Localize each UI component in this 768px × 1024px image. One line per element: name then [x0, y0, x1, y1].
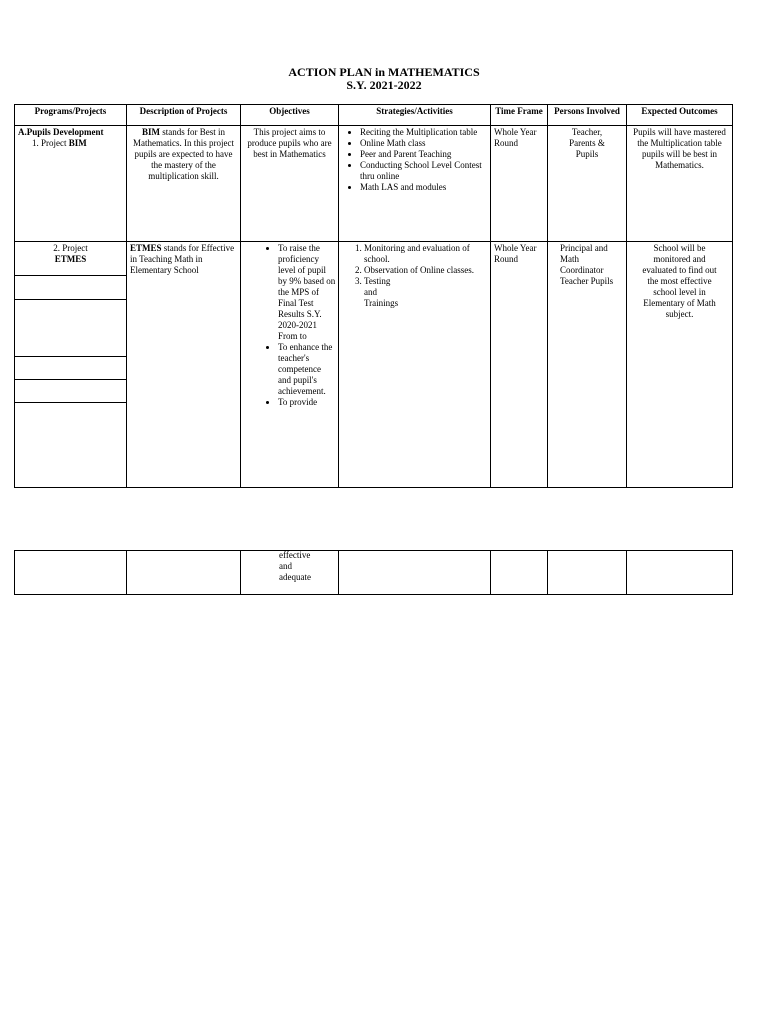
table-header-row [15, 105, 733, 126]
header-description: Description of Projects [127, 105, 241, 126]
list-item: • To raise the proficiency level of pupil by 9% based on the MPS of Final Test Results S.Y. 2020-2021 From to [278, 243, 336, 342]
row2-program-cell [15, 242, 127, 488]
header-outcomes: Expected Outcomes [627, 105, 733, 126]
row1-strategies-list [342, 127, 487, 193]
row2-subcell-divider [15, 402, 126, 403]
cont-time-frame-cell [491, 551, 548, 595]
list-item: • Reciting the Multiplication table [360, 127, 487, 138]
row2-subcell-divider [15, 379, 126, 380]
list-item: 1. Monitoring and evaluation of school. [364, 243, 487, 265]
row1-description-bold: BIM [142, 127, 160, 137]
header-time-frame: Time Frame [491, 105, 548, 126]
row1-program-name: 1. Project BIM [32, 138, 87, 148]
row2-program-name: 2. Project ETMES [53, 243, 88, 264]
row1-time-frame-cell: Whole Year Round [491, 126, 548, 242]
row1-description-cell [127, 126, 241, 242]
row2-persons-cell: Principal and Math Coordinator Teacher Pupils [548, 242, 627, 488]
table-row [15, 242, 733, 488]
list-item: • To provide [278, 397, 336, 408]
header-programs: Programs/Projects [15, 105, 127, 126]
row1-description-text: stands for Best in Mathematics. In this project pupils are expected to have the mastery of the multiplication skill. [133, 127, 234, 181]
row2-subcell-divider [15, 299, 126, 300]
header-objectives: Objectives [241, 105, 339, 126]
row1-persons-cell: Teacher, Parents & Pupils [548, 126, 627, 242]
action-plan-table [14, 104, 733, 488]
row2-time-frame-cell: Whole Year Round [491, 242, 548, 488]
document-title: ACTION PLAN in MATHEMATICS [288, 65, 480, 79]
cont-program-cell [15, 551, 127, 595]
header-persons: Persons Involved [548, 105, 627, 126]
row2-description-text: stands for Effective in Teaching Math in Elementary School [130, 243, 235, 275]
row2-description-cell [127, 242, 241, 488]
list-item: • Peer and Parent Teaching [360, 149, 487, 160]
cont-description-cell [127, 551, 241, 595]
list-item: • Math LAS and modules [360, 182, 487, 193]
cont-persons-cell [548, 551, 627, 595]
row2-objectives-cell [241, 242, 339, 488]
row2-strategies-list [342, 243, 487, 309]
row1-program-heading: A.Pupils Development [18, 127, 104, 137]
continuation-table [14, 550, 733, 595]
table-row [15, 551, 733, 595]
row2-description-bold: ETMES [130, 243, 162, 253]
cont-objectives-cell: effective and adequate [241, 551, 339, 595]
list-item: • To enhance the teacher's competence and pupil's achievement. [278, 342, 336, 397]
row2-subcell-divider [15, 275, 126, 276]
row1-outcomes-cell: Pupils will have mastered the Multiplication table pupils will be best in Mathematics. [627, 126, 733, 242]
row2-strategies-cell [339, 242, 491, 488]
document-subtitle: S.Y. 2021-2022 [346, 78, 422, 92]
list-item: 3. Testing and Trainings [364, 276, 394, 309]
list-item: • Conducting School Level Contest thru online [360, 160, 487, 182]
table-row [15, 126, 733, 242]
cont-strategies-cell [339, 551, 491, 595]
row1-strategies-cell [339, 126, 491, 242]
list-item: 2. Observation of Online classes. [364, 265, 487, 276]
row1-objectives-cell: This project aims to produce pupils who are best in Mathematics [241, 126, 339, 242]
row2-objectives-list [244, 243, 335, 408]
list-item: • Online Math class [360, 138, 487, 149]
row1-program-cell [15, 126, 127, 242]
row2-subcell-divider [15, 356, 126, 357]
header-strategies: Strategies/Activities [339, 105, 491, 126]
cont-outcomes-cell [627, 551, 733, 595]
row2-outcomes-cell: School will be monitored and evaluated to find out the most effective school level in Elementary of Math subject. [627, 242, 733, 488]
